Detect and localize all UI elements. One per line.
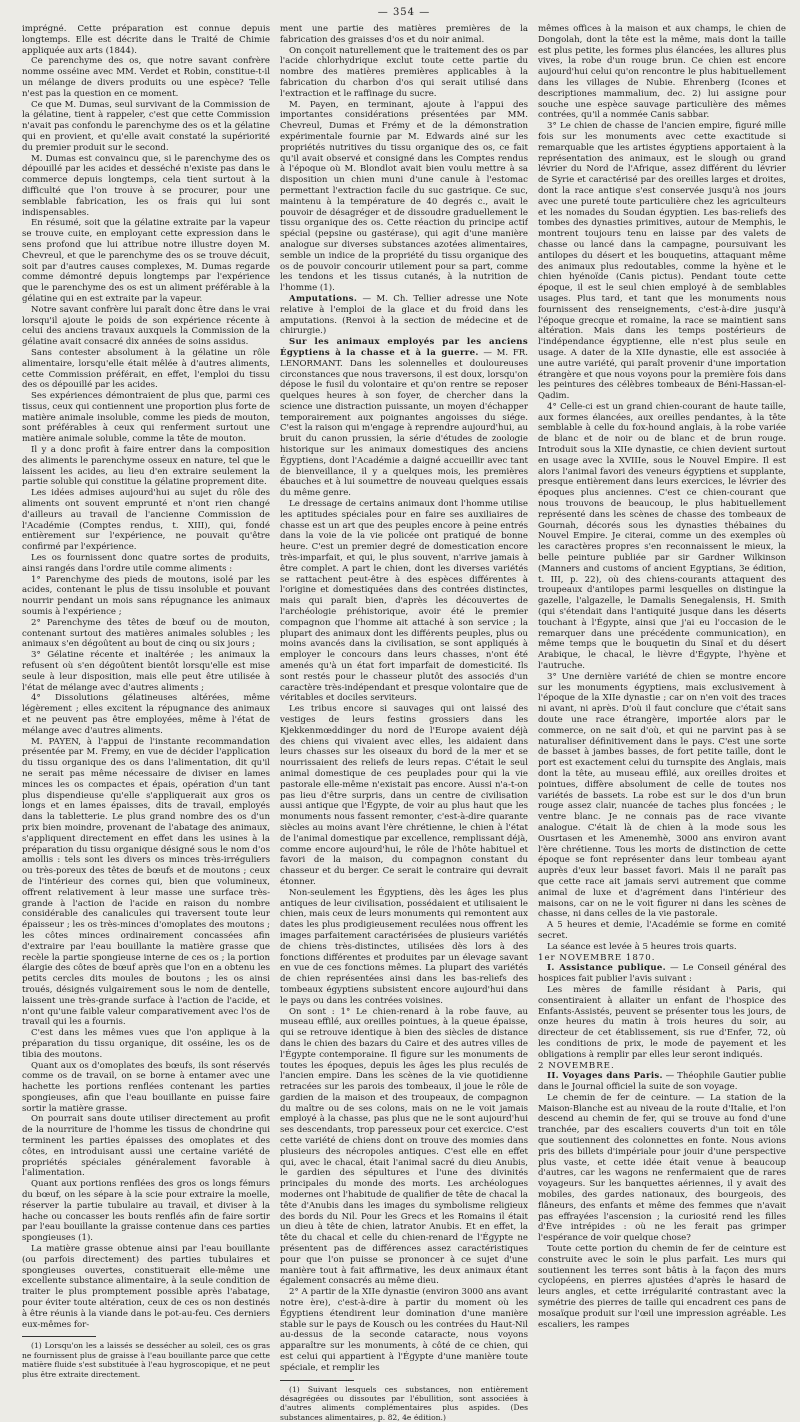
paragraph: C'est dans les mêmes vues que l'on applique à la préparation du tissu organique, dit osséine, les os de tibia des moutons. (22, 1028, 270, 1060)
paragraph: 3° Une dernière variété de chien se montre encore sur les monuments égyptiens, mais exclusivement à l'époque de la XIIe dynastie ; car on n'en voit des traces ni avant, ni après. D'où il faut conclure que c'était sans doute une race étrangère, importée alors par le commerce, on ne sait d'où, et qui ne parvint pas à se naturaliser définitivement dans le pays. C'est une sorte de basset à jambes basses, de fort petite taille, dont le port est exactement celui du turnspite des Anglais, mais dont la tête, au museau effilé, aux oreilles droites et pointues, diffère absolument de celle de toutes nos variétés de bassets. La robe est sur le dos d'un brun rouge assez clair, nuancée de taches plus foncées ; le ventre blanc. Je ne connais pas de race vivante analogue. C'était là de chien à la mode sous les Ousrtasen et les Amenemhè, 3000 ans environ avant l'ère chrétienne. Tous les morts de distinction de cette époque se font représenter dans leur tombeau ayant auprès d'eux leur basset favori. Mais il ne paraît pas que cette race ait jamais servi autrement que comme animal de luxe et d'agrément dans l'intérieur des maisons, car on ne le voit figurer ni dans les scènes de chasse, ni dans celles de la vie pastorale. (538, 671, 786, 920)
column-middle (280, 24, 528, 1422)
paragraph: Notre savant confrère lui paraît donc être dans le vrai lorsqu'il ajoute le poids de son expérience récente à celui des anciens travaux auxquels la Commission de la gélatine avait consacré dix années de soins assidus. (22, 304, 270, 348)
paragraph: Ce parenchyme des os, que notre savant confrère nomme osséine avec MM. Verdet et Robin, constitue-t-il un mélange de divers produits ou une espèce? Telle n'est pas la question en ce moment. (22, 56, 270, 99)
section-title: II. Voyages dans Paris. (547, 1071, 663, 1082)
paragraph: Les mères de famille résidant à Paris, qui consentiraient à allaiter un enfant de l'hospice des Enfants-Assistés, peuvent se présenter tous les jours, de onze heures du matin à trois heures du soir, au directeur de cet établissement, sis rue d'Enfer, 72, où les conditions de prix, le mode de payement et les obligations à remplir par elles leur seront indiqués. (538, 984, 786, 1060)
footnote-rule (280, 1380, 354, 1381)
section-text: — M. FR. LENORMANT. Dans les solennelles et douloureuses circonstances que nous traversons, il est doux, lorsqu'on dépose le fusil du volontaire et qu'on rentre se reposer quelques heures à son foyer, de chercher dans la science une distraction puissante, un moyen d'échapper temporairement aux poignantes angoisses du siége. C'est la raison qui m'engage à reprendre aujourd'hui, au bruit du canon prussien, la série d'études de zoologie historique sur les animaux domestiques des anciens Égyptiens, dont l'Académie a daigné accueillir avec tant de bienveillance, il y a quelques mois, les premières ébauches et à lui soumettre de nouveau quelques essais du même genre. (280, 347, 528, 499)
paragraph: 4° Celle-ci est un grand chien-courant de haute taille, aux formes élancées, aux oreilles pendantes, à la tête semblable à celle du fox-hound anglais, à la robe variée de blanc et de noir ou de blanc et de brun rouge. Introduit sous la XIIe dynastie, ce chien devient surtout en usage avec la XVIIIe, sous le Nouvel Empire. Il est alors l'animal favori des veneurs égyptiens et supplante, presque entièrement dans leurs exercices, le lévrier des époques plus anciennes. C'est ce chien-courant que nous trouvons de beaucoup, le plus habituellement représenté dans les scènes de chasse des tombeaux de Gournah, décorés sous les dynasties thébaines du Nouvel Empire. Je citerai, comme un des exemples où les caractères propres s'en reconnaissent le mieux, la belle peinture publiée par sir Gardner Wilkinson (Manners and customs of ancient Egyptians, 3e édition, t. III, p. 22), où des chiens-courants attaquent des troupeaux d'antilopes parmi lesquelles on distingue la gazelle, l'algazelle, le Damalis Senegalensis, H. Smith (qui s'étendait dans l'antiquité jusque dans les déserts touchant à l'Égypte, ainsi que j'ai eu l'occasion de le remarquer dans une précédente communication), en même temps que le bouquetin du Sinaï et du désert Arabique, le chacal, le lièvre d'Égypte, l'hyène et l'autruche. (538, 401, 786, 672)
paragraph: Le chemin de fer de ceinture. — La station de la Maison-Blanche est au niveau de la route d'Italie, et l'on descend au chemin de fer, qui se trouve au fond d'une tranchée, par des escaliers couverts d'un toit en tôle que soutiennent des colonnettes en fonte. Nous avions pris des billets d'impériale pour jouir d'une perspective plus vaste, et cette idée était venue à beaucoup d'autres, car les wagons ne renfermaient que de rares voyageurs. Sur les banquettes aériennes, il y avait des mobiles, des gardes nationaux, des bourgeois, des flâneurs, des enfants et même des femmes que n'avait pas effrayées l'ascension ; la curiosité rend les filles d'Ève intrépides : où ne les ferait pas grimper l'espérance de voir quelque chose? (538, 1092, 786, 1244)
paragraph: Toute cette portion du chemin de fer de ceinture est construite avec le soin le plus parfait. Les murs qui soutiennent les terres sont bâtis à la façon des murs cyclopéens, en pierres ajustées d'après le hasard de leurs angles, et cette irrégularité contrastant avec la symétrie des pierres de taille qui encadrent ces pans de mosaïque produit sur l'œil une impression agréable. Les escaliers, les rampes (538, 1244, 786, 1330)
section-egyptian-animals (280, 337, 528, 499)
paragraph: La séance est levée à 5 heures trois quarts. (547, 941, 737, 952)
paragraph: M. Payen, en terminant, ajoute à l'appui des importantes considérations présentées par MM. Chevreul, Dumas et Frémy et de la démonstration expérimentale fournie par M. Edwards ainé sur les propriétés nutritives du tissu organique des os, ce fait qu'il avait observé et consigné dans les Comptes rendus à l'époque où M. Blondlot avait bien voulu mettre à sa disposition un chien muni d'une canule à l'estomac permettant l'extraction facile du suc gastrique. Ce suc, maintenu à la température de 40 degrés c., avait le pouvoir de désagréger et de dissoudre graduellement le tissu organique des os. Cette réaction du principe actif spécial (pepsine ou gastérase), qui agit d'une manière analogue sur diverses substances azotées alimentaires, semble un indice de la propriété du tissu organique des os de pouvoir concourir utilement pour sa part, comme les tendons et les tissus cutanés, à la nutrition de l'homme (1). (280, 99, 528, 294)
section-text: — Le Conseil général des hospices fait publier l'avis suivant : (538, 963, 786, 985)
paragraph: On conçoit naturellement que le traitement des os par l'acide chlorhydrique exclut toute cette partie du nombre des matières premières applicables à la fabrication du charbon d'os qui serait utilisé dans l'extraction et le raffinage du sucre. (280, 45, 528, 99)
section-amputations (280, 294, 528, 337)
date-heading: 2 NOVEMBRE. (538, 1060, 615, 1071)
paragraph: On sont : 1° Le chien-renard à la robe fauve, au museau effilé, aux oreilles pointues, à la queue épaisse, qui se retrouve identique à bien des siècles de distance dans le chien des bazars du Caire et des autres villes de l'Égypte contemporaine. Il figure sur les monuments de toutes les époques, depuis les âges les plus reculés de l'ancien empire. Dans les scènes de la vie quotidienne retracées sur les parois des tombeaux, il joue le rôle de gardien de la maison et des troupeaux, de compagnon du maître ou de ses colons, mais on ne le voit jamais employé à la chasse, pas plus que ne le sont aujourd'hui ses descendants, trop paresseux pour cet exercice. C'est cette variété de chiens dont on trouve des momies dans plusieurs des nécropoles antiques. C'est elle en effet qui, avec le chacal, était l'animal sacré du dieu Anubis, le gardien des sépultures et l'une des divinités principales du monde des morts. Les archéologues modernes ont l'habitude de qualifier de tête de chacal la tête d'Anubis dans les images du symbolisme religieux des bords du Nil. Pour les Grecs et les Romains il était un dieu à tête de chien, latrator Anubis. Et en effet, la tête du chacal et celle du chien-renard de l'Égypte ne présentent pas de différences assez caractéristiques pour que l'on puisse se prononcer à ce sujet d'une manière tout à fait affirmative, les deux animaux étant également consacrés au même dieu. (280, 1006, 528, 1287)
footnote-text: (1) Suivant lesquels ces substances, non entièrement désagrégées ou dissoutes par l'ébullition, sont associées à d'autres aliments complémentaires plus aspides. (Des substances alimentaires, p. 82, 4e édition.) (280, 1384, 528, 1422)
paragraph: Les idées admises aujourd'hui au sujet du rôle des aliments ont souvent emprunté et n'ont rien changé d'ailleurs au travail de l'ancienne Commission de l'Académie (Comptes rendus, t. XIII), qui, fondé entièrement sur l'expérience, ne pouvait qu'être confirmé par l'expérience. (22, 488, 270, 553)
paragraph: imprégné. Cette préparation est connue depuis longtemps. Elle est décrite dans le Traité de Chimie appliquée aux arts (1844). (22, 24, 270, 56)
column-right (538, 24, 786, 1330)
paragraph: Quant aux os d'omoplates des bœufs, ils sont réservés comme os de travail, on se borne à entamer avec une hachette les portions renflées contenant les parties spongieuses, afin que l'eau bouillante en puisse faire sortir la matière grasse. (22, 1060, 270, 1114)
paragraph: M. Dumas est convaincu que, si le parenchyme des os dépouillé par les acides et desséché n'existe pas dans le commerce depuis longtemps, cela tient surtout à la difficulté que l'on trouve à se procurer, pour une semblable fabrication, les os frais qui lui sont indispensables. (22, 153, 270, 218)
paragraph: 4° Dissolutions gélatineuses altérées, même légèrement ; elles excitent la répugnance des animaux et ne peuvent pas être employées, même à l'état de mélange avec d'autres aliments. (22, 693, 270, 736)
section-title: Sur les animaux employés par les anciens Égyptiens à la chasse et à la guerre. (280, 337, 528, 358)
paragraph: Il y a donc profit à faire entrer dans la composition des aliments le parenchyme osseux en nature, tel que le laissent les acides, au lieu d'en extraire seulement la partie soluble qui constitue la gélatine proprement dite. (22, 445, 270, 488)
paragraph: Sans contester absolument à la gélatine un rôle alimentaire, lorsqu'elle était mêlée à d'autres aliments, cette Commission préférait, en effet, l'emploi du tissu des os dépouillé par les acides. (22, 347, 270, 391)
paragraph: 2° A partir de la XIIe dynastie (environ 3000 ans avant notre ère), c'est-à-dire à partir du moment où les Égyptiens étendirent leur domination d'une manière stable sur le pays de Kousch ou les contrées du Haut-Nil au-dessus de la seconde cataracte, nous voyons apparaître sur les monuments, à côté de ce chien, qui est celui qui appartient à l'Égypte d'une manière toute spéciale, et remplir les (280, 1287, 528, 1373)
paragraph: 1° Parenchyme des pieds de moutons, isolé par les acides, contenant le plus de tissu insoluble et pouvant nourrir pendant un mois sans répugnance les animaux soumis à l'expérience ; (22, 574, 270, 618)
paragraph: Ses expériences démontraient de plus que, parmi ces tissus, ceux qui contiennent une proportion plus forte de matière animale insoluble, comme les pieds de mouton, sont préférables à ceux qui renferment surtout une matière animale soluble, comme la tête de mouton. (22, 391, 270, 445)
paragraph: Ce que M. Dumas, seul survivant de la Commission de la gélatine, tient à rappeler, c'est que cette Commission n'avait pas confondu le parenchyme des os et la gélatine qui en provient, et qu'elle avait constaté la supériorité du premier produit sur le second. (22, 99, 270, 153)
paragraph: La matière grasse obtenue ainsi par l'eau bouillante (ou parfois directement) des parties tubulaires et spongieuses ouvertes, constituerait elle-même une excellente substance alimentaire, à la seule condition de traiter le plus promptement possible après l'abatage, pour éviter toute altération, ceux de ces os non destinés à être réunis à la viande dans le pot-au-feu. Ces derniers eux-mêmes for- (22, 1244, 270, 1330)
paragraph: Les os fournissent donc quatre sortes de produits, ainsi rangés dans l'ordre utile comme aliments : (22, 553, 270, 574)
text-columns (22, 24, 786, 1422)
paragraph: On pourrait sans doute utiliser directement au profit de la nourriture de l'homme les tissus de chondrine qui terminent les parties épaisses des omoplates et des côtes, en introduisant aussi une certaine variété de propriétés spéciales généralement favorable à l'alimentation. (22, 1114, 270, 1179)
section-title: Amputations. (289, 293, 358, 304)
footnote-text: (1) Lorsqu'on les a laissés se dessécher au soleil, ces os gras ne fournissent plus de graisse à l'eau bouillante parce que cette matière fluide s'est substituée à l'eau hygroscopique, et ne peut plus être extraite directement. (22, 1341, 270, 1379)
paragraph: 3° Le chien de chasse de l'ancien empire, figuré mille fois sur les monuments avec cette exactitude si remarquable que les artistes égyptiens apportaient à la représentation des animaux, est le slough ou grand lévrier du Nord de l'Afrique, assez différent du lévrier de Syrie et caractérisé par des oreilles larges et droites, dont la race antique s'est conservée jusqu'à nos jours avec une pureté toute particulière chez les agriculteurs et les nomades du Soudan égyptien. Les bas-reliefs des tombes des dynasties primitives, autour de Memphis, le montrent toujours tenu en laisse par des valets de chasse ou lancé dans la campagne, poursuivant les antilopes du désert et les bouquetins, attaquant même des animaux plus redoutables, comme la hyène et le chien hyénoïde (Canis pictus). Pendant toute cette époque, il est le seul chien employé à de semblables usages. Plus tard, et tant que les monuments nous fournissent des renseignements, c'est-à-dire jusqu'à l'époque grecque et romaine, la race se maintient sans altération. Mais dans les temps postérieurs de l'indépendance égyptienne, elle n'est plus seule en usage. A dater de la XIIe dynastie, elle est associée à une autre variété, qui paraît provenir d'une importation étrangère et que nous voyons pour la première fois dans les peintures des célèbres tombeaux de Béni-Hassan-el-Qadim. (538, 121, 786, 402)
section-text: — M. Ch. Tellier adresse une Note relative à l'emploi de la glace et du froid dans les amputations. (Renvoi à la section de médecine et de chirurgie.) (280, 293, 528, 337)
paragraph: Le dressage de certains animaux dont l'homme utilise les aptitudes spéciales pour en faire ses auxiliaires de chasse est un art que des peuples encore à peine entrés dans la voie de la vie policée ont pratiqué de bonne heure. C'est un premier degré de domestication encore très-imparfait, et qui, le plus souvent, n'arrive jamais à être complet. A part le chien, dont les diverses variétés se rattachent peut-être à des espèces différentes à l'origine et domestiquées dans des contrées distinctes, mais qui paraît bien, d'après les découvertes de l'archéologie préhistorique, avoir été le premier compagnon que l'homme ait attaché à son service ; la plupart des animaux dont les différents peuples, plus ou moins avancés dans la civilisation, se sont appliqués à employer le concours dans leurs chasses, n'ont été amenés qu'à un état fort imparfait de domesticité. Ils sont restés pour le chasseur plutôt des associés d'un caractère très-indépendant et presque volontaire que de véritables et dociles serviteurs. (280, 499, 528, 704)
paragraph: ment une partie des matières premières de la fabrication des graisses d'os et du noir animal. (280, 24, 528, 45)
paragraph: A 5 heures et demie, l'Académie se forme en comité secret. (538, 920, 786, 941)
paragraph: mêmes offices à la maison et aux champs, le chien de Dongolah, dont la tête est la même, mais dont la taille est plus petite, les formes plus élancées, les allures plus vives, la robe d'un rouge brun. Ce chien est encore aujourd'hui celui qu'on rencontre le plus habituellement dans les villages de Nubie. Ehrenberg (Icones et descriptiones mammalium, dec. 2) lui assigne pour souche une espèce sauvage particulière des mêmes contrées, qu'il a nommée Canis sabbar. (538, 24, 786, 121)
footnote-rule (22, 1336, 96, 1337)
paragraph: Non-seulement les Égyptiens, dès les âges les plus antiques de leur civilisation, possédaient et utilisaient le chien, mais ceux de leurs monuments qui remontent aux dates les plus prodigieusement reculées nous offrent les images parfaitement caractérisées de plusieurs variétés de chiens très-distinctes, utilisées dès lors à des fonctions différentes et produites par un élevage savant en vue de ces fonctions mêmes. La plupart des variétés de chien représentées ainsi dans les bas-reliefs des tombeaux égyptiens subsistent encore aujourd'hui dans le pays ou dans les contrées voisines. (280, 887, 528, 1006)
paragraph: 2° Parenchyme des têtes de bœuf ou de mouton, contenant surtout des matières animales solubles ; les animaux s'en dégoûtent au bout de cinq ou six jours ; (22, 617, 270, 650)
footnote (22, 1341, 270, 1379)
paragraph: Quant aux portions renflées des gros os longs fémurs du bœuf, on les sépare à la scie pour extraire la moelle, réserver la partie tubulaire au travail, et diviser à la hache ou concasser les bouts renflés afin de faire sortir par l'eau bouillante la graisse contenue dans ces parties spongieuses (1). (22, 1179, 270, 1244)
page-number: — 354 — (377, 7, 431, 18)
section-voyages (538, 1071, 786, 1093)
date-heading: 1er NOVEMBRE 1870. (538, 952, 656, 963)
paragraph: Les tribus encore si sauvages qui ont laissé des vestiges de leurs festins grossiers dans les Kjekkenmœddinger du nord de l'Europe avaient déjà des chiens qui vivaient avec elles, les aidaient dans leurs chasses sur les oiseaux du bord de la mer et se nourrissaient des reliefs de leurs repas. C'était le seul animal domestique de ces peuplades pour qui la vie pastorale elle-même n'existait pas encore. Aussi n'a-t-on pas lieu d'être surpris, dans un centre de civilisation aussi antique que l'Égypte, de voir au plus haut que les monuments nous fassent remonter, c'est-à-dire quarante siècles au moins avant l'ère chrétienne, le chien à l'état de l'animal domestique par excellence, remplissant déjà, comme encore aujourd'hui, le rôle de l'hôte habituel et favori de la maison, du compagnon constant du chasseur et du berger. Ce serait le contraire qui devrait étonner. (280, 704, 528, 887)
paragraph: M. PAYEN, à l'appui de l'instante recommandation présentée par M. Fremy, en vue de décider l'application du tissu organique des os dans l'alimentation, dit qu'il ne serait pas même nécessaire de diviser en lames minces les os compactes et épais, opération d'un tant plus dispendieuse qu'elle s'appliquerait aux gros os longs et en lames épaisses, dits de travail, employés dans la tabletterie. Le plus grand nombre des os d'un prix bien moindre, provenant de l'abatage des animaux, s'appliquent directement en effet dans les usines à la préparation du tissu organique désigné sous le nom d'os amollis : tels sont les divers os minces très-irréguliers ou très-poreux des têtes de bœufs et de moutons ; ceux de l'intérieur des cornes qui, bien que volumineux, offrent relativement à leur masse une surface très-grande à l'action de l'acide en raison du nombre considérable des canalicules qui traversent toute leur épaisseur ; les os très-minces d'omoplates des moutons ; les côtes minces ordinairement concassées afin d'extraire par l'eau bouillante la matière grasse que recèle la partie spongieuse interne de ces os ; la portion élargie des côtes de bœuf après que l'on en a obtenu les petits cercles dits moules de boutons ; les os ainsi troués, désignés vulgairement sous le nom de dentelle, laissent une très-grande surface à l'action de l'acide, et n'ont qu'une faible valeur comparativement avec l'os de travail qui les a fournis. (22, 736, 270, 1028)
section-text: — Théophile Gautier publie dans le Journal officiel la suite de son voyage. (538, 1071, 786, 1093)
section-title: I. Assistance publique. (547, 963, 666, 974)
paragraph: En résumé, soit que la gélatine extraite par la vapeur se trouve cuite, en employant cette expression dans le sens profond que lui attribue notre illustre doyen M. Chevreul, et que le parenchyme des os se trouve décuit, soit par d'autres causes complexes, M. Dumas regarde comme démontré depuis longtemps par l'expérience que le parenchyme des os est un aliment préférable à la gélatine qui en est extraite par la vapeur. (22, 218, 270, 304)
paragraph: 3° Gélatine récente et inaltérée ; les animaux la refusent où s'en dégoûtent bientôt lorsqu'elle est mise seule à leur disposition, mais elle peut être utilisée à l'état de mélange avec d'autres aliments ; (22, 650, 270, 693)
footnote (280, 1385, 528, 1422)
section-assistance (538, 963, 786, 985)
